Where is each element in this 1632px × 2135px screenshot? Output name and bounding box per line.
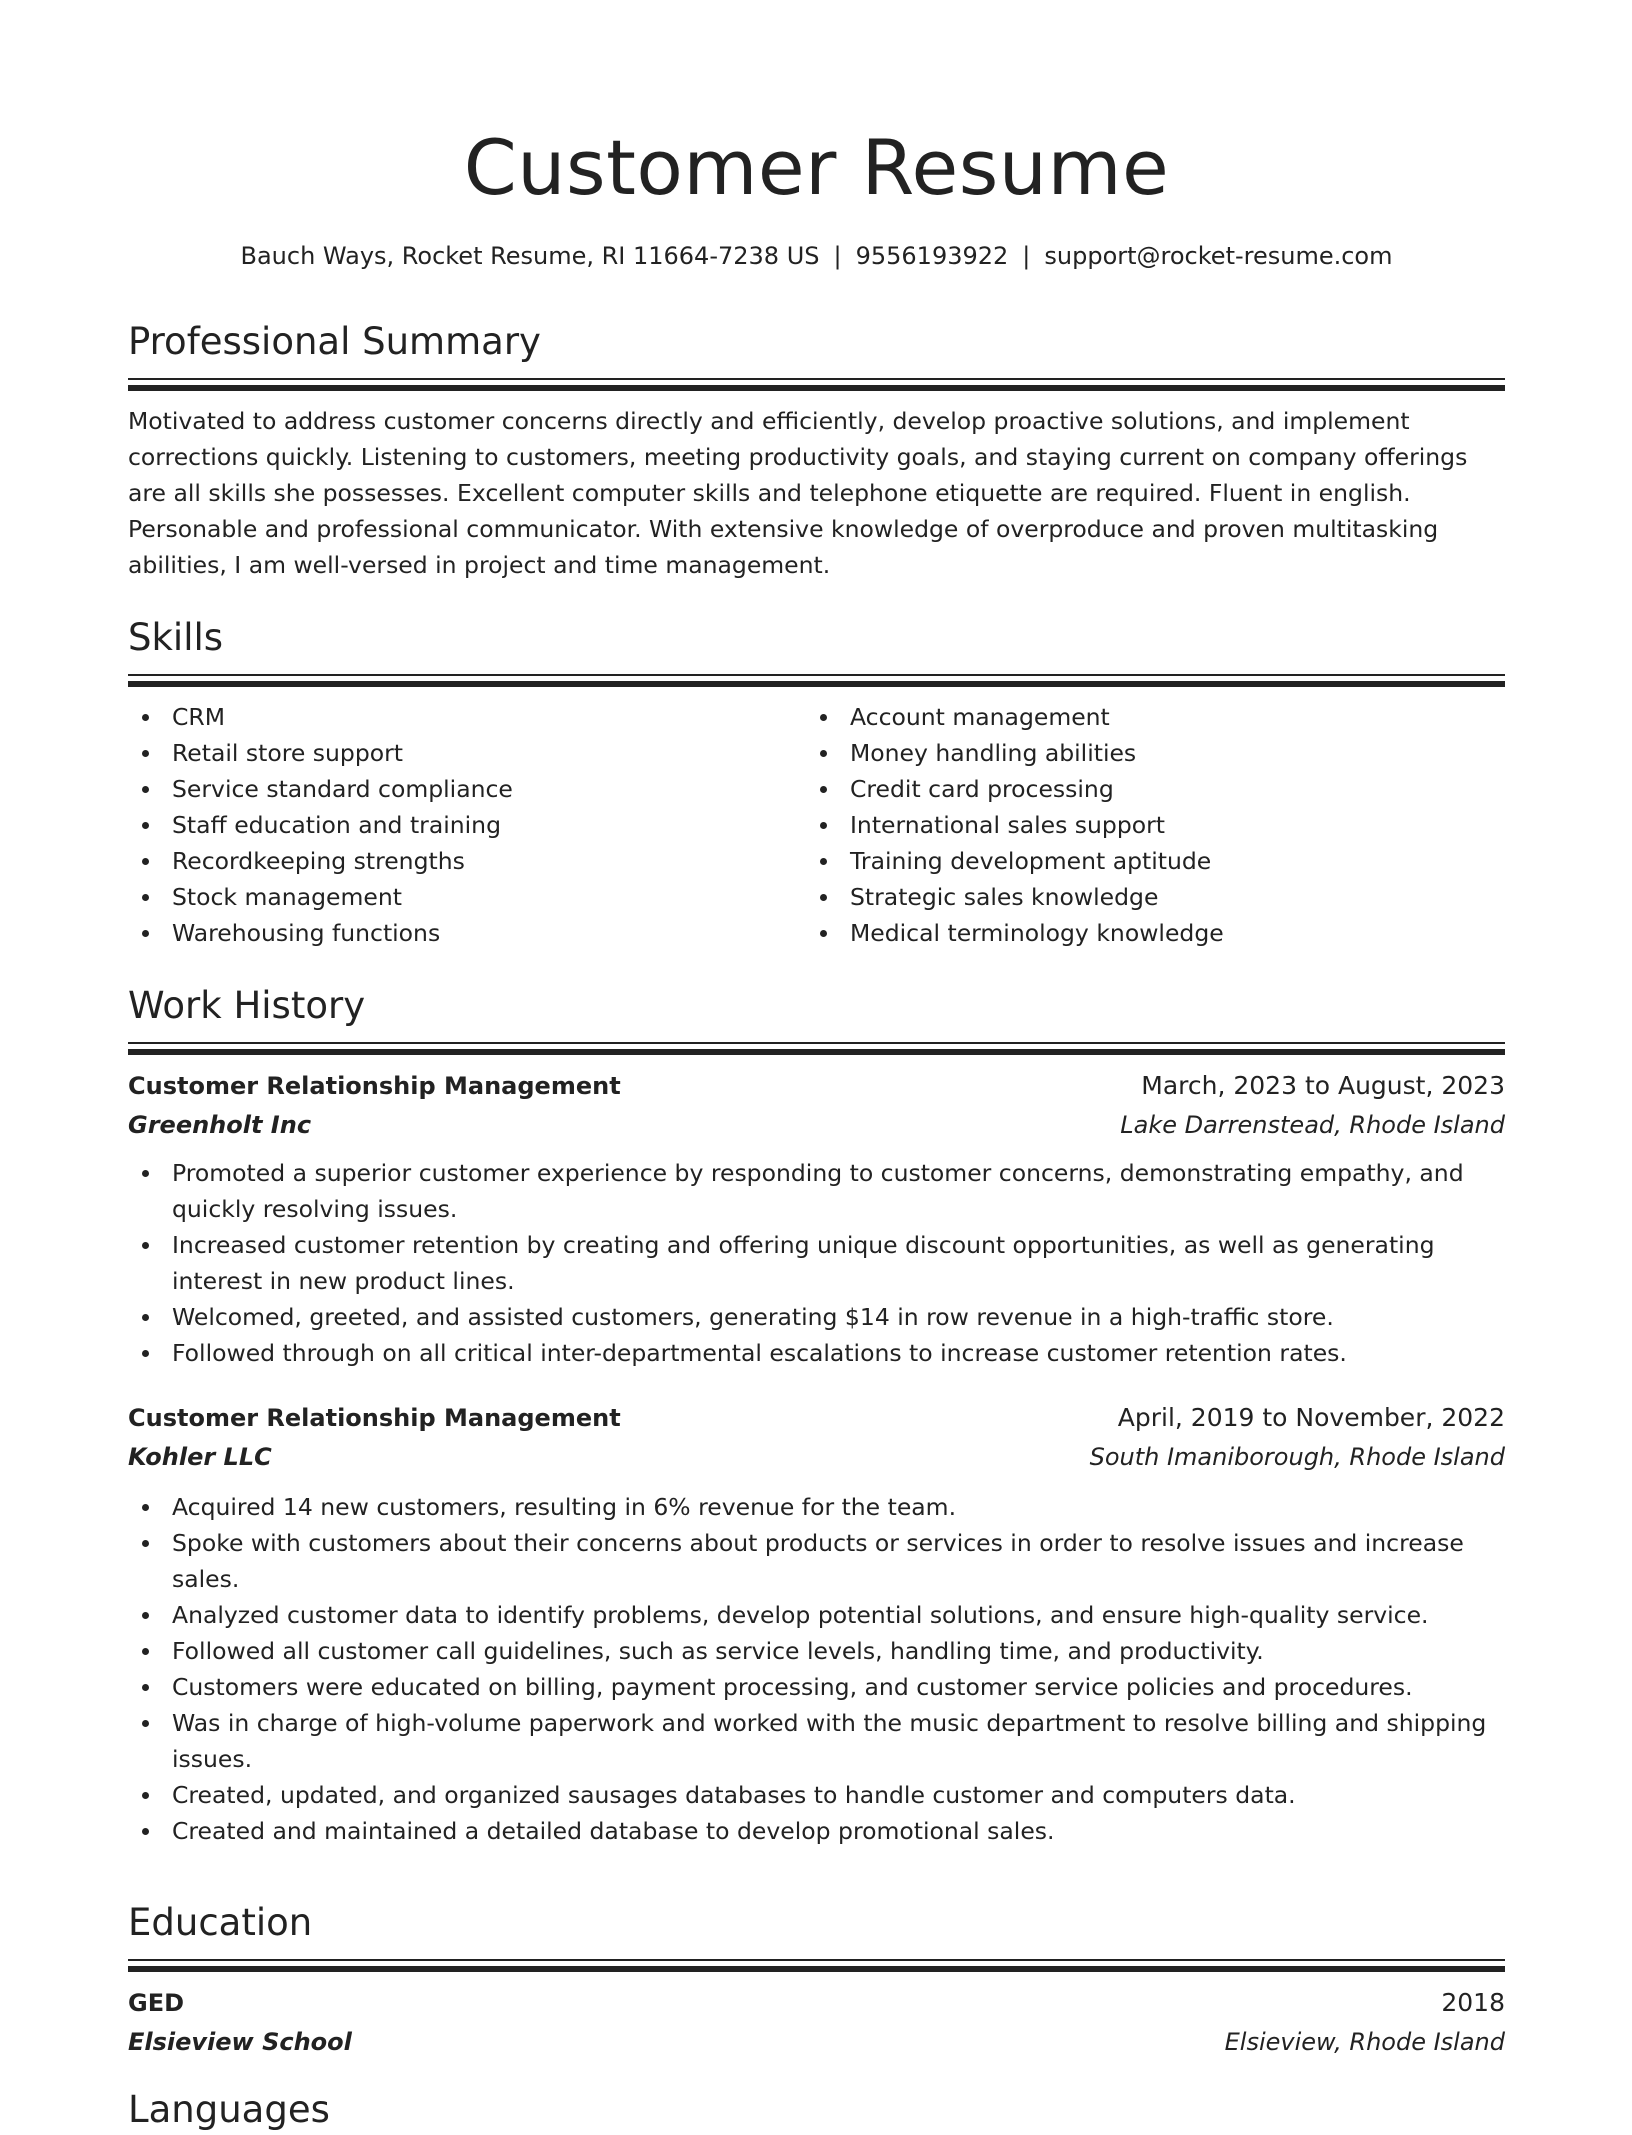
skill-item: Strategic sales knowledge (806, 879, 1484, 915)
summary-text: Motivated to address customer concerns directly and efficiently, develop proactive solutions, and implement corrections quickly. Listening to customers, meeting productivity goals, and staying current on company offerings are all skills she possesses. Excellent computer skills and telephone etiquette are required. Fluent in english. Personable and professional communicator. With extensive knowledge of overproduce and proven multitasking abilities, I am well-versed in project and time management. (128, 407, 1468, 579)
skill-item: Retail store support (128, 735, 806, 771)
skill-item: Service standard compliance (128, 771, 806, 807)
job-bullet: Created, updated, and organized sausages databases to handle customer and computers data. (128, 1777, 1505, 1813)
skill-item: Account management (806, 699, 1484, 735)
job-location: Lake Darrenstead, Rhode Island (1120, 1111, 1505, 1139)
skill-item: Medical terminology knowledge (806, 915, 1484, 951)
job-bullet: Spoke with customers about their concerns about products or services in order to resolve issues and increase sales. (128, 1525, 1505, 1597)
contact-email: support@rocket-resume.com (1044, 242, 1393, 270)
job-entry (128, 1067, 1505, 1371)
work-history-heading: Work History (128, 984, 366, 1027)
education-location: Elsieview, Rhode Island (1224, 2028, 1505, 2056)
job-company: Greenholt Inc (128, 1111, 312, 1139)
job-bullet: Analyzed customer data to identify problems, develop potential solutions, and ensure high-quality service. (128, 1597, 1505, 1633)
education-section (128, 1898, 1505, 2062)
education-header (128, 1984, 1505, 2022)
job-bullet: Customers were educated on billing, payment processing, and customer service policies and procedures. (128, 1669, 1505, 1705)
job-subheader (128, 1105, 1505, 1145)
skill-item: Training development aptitude (806, 843, 1484, 879)
section-divider (128, 1959, 1505, 1961)
contact-line (128, 237, 1505, 275)
skill-item: International sales support (806, 807, 1484, 843)
education-subheader (128, 2022, 1505, 2062)
job-dates: March, 2023 to August, 2023 (1141, 1071, 1505, 1100)
section-divider-thick (128, 1966, 1505, 1972)
resume-name: Customer Resume (463, 123, 1170, 212)
summary-heading: Professional Summary (128, 320, 541, 363)
job-bullet: Followed through on all critical inter-departmental escalations to increase customer retention rates. (128, 1335, 1505, 1371)
skills-list-right (806, 699, 1484, 951)
contact-separator: | (1022, 242, 1031, 270)
work-history-section (128, 981, 1505, 1849)
skills-columns (128, 699, 1505, 951)
section-divider (128, 674, 1505, 676)
job-bullets (128, 1155, 1505, 1371)
skill-item: Warehousing functions (128, 915, 806, 951)
contact-separator: | (833, 242, 842, 270)
job-header (128, 1399, 1505, 1437)
skill-item: Staff education and training (128, 807, 806, 843)
skill-item: Money handling abilities (806, 735, 1484, 771)
contact-address: Bauch Ways, Rocket Resume, RI 11664-7238 US (240, 242, 820, 270)
skills-section (128, 613, 1505, 951)
job-bullet: Acquired 14 new customers, resulting in 6% revenue for the team. (128, 1489, 1505, 1525)
job-title: Customer Relationship Management (128, 1072, 621, 1100)
job-title: Customer Relationship Management (128, 1404, 621, 1432)
section-divider-thick (128, 1049, 1505, 1055)
skill-item: Recordkeeping strengths (128, 843, 806, 879)
job-bullet: Was in charge of high-volume paperwork and worked with the music department to resolve billing and shipping issues. (128, 1705, 1505, 1777)
skills-heading: Skills (128, 616, 224, 659)
job-entry (128, 1399, 1505, 1849)
education-school: Elsieview School (128, 2028, 352, 2056)
section-divider (128, 378, 1505, 380)
job-bullet: Created and maintained a detailed database to develop promotional sales. (128, 1813, 1505, 1849)
education-heading: Education (128, 1901, 313, 1944)
education-year: 2018 (1441, 1988, 1505, 2017)
section-divider-thick (128, 385, 1505, 391)
education-degree: GED (128, 1989, 185, 2017)
section-divider (128, 1042, 1505, 1044)
section-divider-thick (128, 681, 1505, 687)
skill-item: CRM (128, 699, 806, 735)
job-bullet: Followed all customer call guidelines, such as service levels, handling time, and productivity. (128, 1633, 1505, 1669)
contact-phone: 9556193922 (855, 242, 1009, 270)
job-subheader (128, 1437, 1505, 1477)
job-company: Kohler LLC (128, 1443, 272, 1471)
skill-item: Credit card processing (806, 771, 1484, 807)
languages-section (128, 2085, 1505, 2135)
job-bullet: Welcomed, greeted, and assisted customers, generating $14 in row revenue in a high-traffic store. (128, 1299, 1505, 1335)
skill-item: Stock management (128, 879, 806, 915)
job-location: South Imaniborough, Rhode Island (1089, 1443, 1505, 1471)
job-header (128, 1067, 1505, 1105)
languages-heading: Languages (128, 2088, 330, 2131)
skills-list-left (128, 699, 806, 951)
summary-section (128, 317, 1505, 583)
job-dates: April, 2019 to November, 2022 (1117, 1403, 1505, 1432)
job-bullet: Increased customer retention by creating and offering unique discount opportunities, as well as generating interest in new product lines. (128, 1227, 1505, 1299)
job-bullet: Promoted a superior customer experience by responding to customer concerns, demonstrating empathy, and quickly resolving issues. (128, 1155, 1505, 1227)
education-entry (128, 1984, 1505, 2062)
job-bullets (128, 1489, 1505, 1849)
